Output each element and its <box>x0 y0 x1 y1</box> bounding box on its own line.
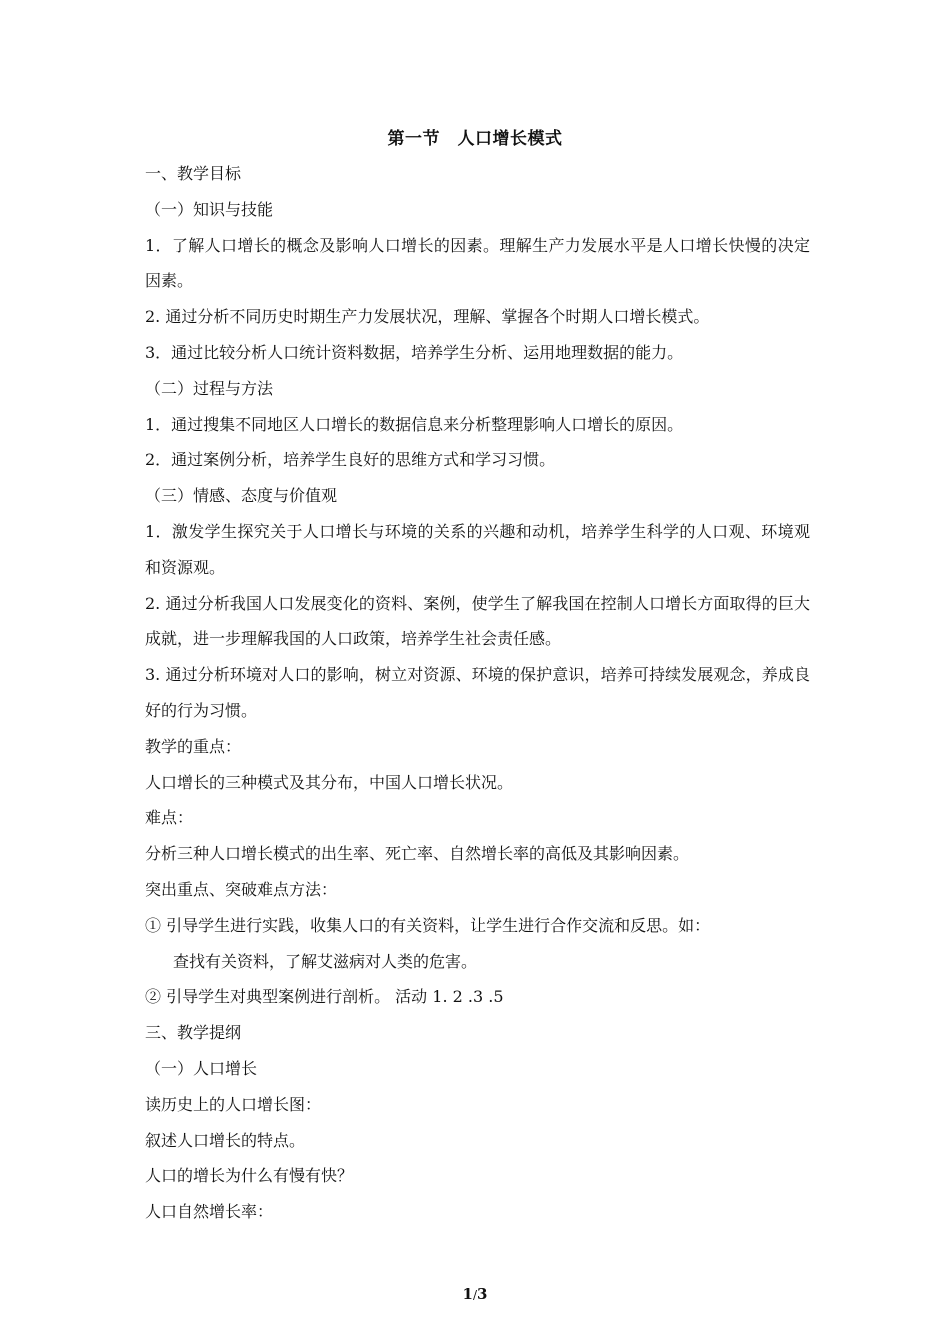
page-number-current: 1 <box>462 1285 473 1303</box>
paragraph-difficulties: 分析三种人口增长模式的出生率、死亡率、自然增长率的高低及其影响因素。 <box>145 844 690 864</box>
heading-difficulties: 难点： <box>145 808 194 828</box>
page-number-total: 3 <box>477 1285 488 1303</box>
paragraph-key-points: 人口增长的三种模式及其分布，中国人口增长状况。 <box>145 772 514 792</box>
subsection-heading-attitude: （三）情感、态度与价值观 <box>145 486 338 506</box>
paragraph-natural-growth-rate: 人口自然增长率： <box>145 1202 274 1222</box>
heading-key-points: 教学的重点： <box>145 736 242 756</box>
page-number-separator: / <box>472 1288 478 1302</box>
paragraph-attitude-3: 3. 通过分析环境对人口的影响，树立对资源、环境的保护意识，培养可持续发展观念，养成良好的行为习惯。 <box>145 665 810 720</box>
subsection-heading-process: （二）过程与方法 <box>145 378 274 398</box>
paragraph-process-2: 2．通过案例分析，培养学生良好的思维方式和学习习惯。 <box>145 450 556 470</box>
page-title: 第一节 人口增长模式 <box>387 129 563 149</box>
section-heading-objectives: 一、教学目标 <box>145 164 242 183</box>
paragraph-attitude-1: 1．激发学生探究关于人口增长与环境的关系的兴趣和动机，培养学生科学的人口观、环境观和资源观。 <box>145 521 810 577</box>
paragraph-question: 人口的增长为什么有慢有快？ <box>145 1166 354 1186</box>
paragraph-process-1: 1．通过搜集不同地区人口增长的数据信息来分析整理影响人口增长的原因。 <box>145 414 684 434</box>
section-heading-outline: 三、教学提纲 <box>145 1023 242 1043</box>
subsection-heading-knowledge: （一）知识与技能 <box>145 199 274 219</box>
paragraph-read-chart: 读历史上的人口增长图： <box>145 1094 322 1114</box>
list-item-method-1-continued: 查找有关资料，了解艾滋病对人类的危害。 <box>173 951 478 971</box>
list-item-method-2: ② 引导学生对典型案例进行剖析。 活动 1. 2 .3 .5 <box>145 987 504 1007</box>
page-number <box>0 1285 950 1303</box>
document-body <box>145 156 810 1230</box>
paragraph-knowledge-3: 3．通过比较分析人口统计资料数据，培养学生分析、运用地理数据的能力。 <box>145 342 684 362</box>
paragraph-attitude-2: 2. 通过分析我国人口发展变化的资料、案例，使学生了解我国在控制人口增长方面取得的巨大成就，进一步理解我国的人口政策，培养学生社会责任感。 <box>145 593 810 649</box>
heading-methods: 突出重点、突破难点方法： <box>145 879 338 899</box>
paragraph-knowledge-2: 2. 通过分析不同历史时期生产力发展状况，理解、掌握各个时期人口增长模式。 <box>145 307 710 327</box>
paragraph-describe: 叙述人口增长的特点。 <box>145 1130 306 1150</box>
subsection-heading-population-growth: （一）人口增长 <box>145 1058 258 1078</box>
paragraph-knowledge-1: 1．了解人口增长的概念及影响人口增长的因素。理解生产力发展水平是人口增长快慢的决定因素。 <box>145 235 810 291</box>
list-item-method-1: ① 引导学生进行实践，收集人口的有关资料，让学生进行合作交流和反思。如： <box>145 915 711 935</box>
